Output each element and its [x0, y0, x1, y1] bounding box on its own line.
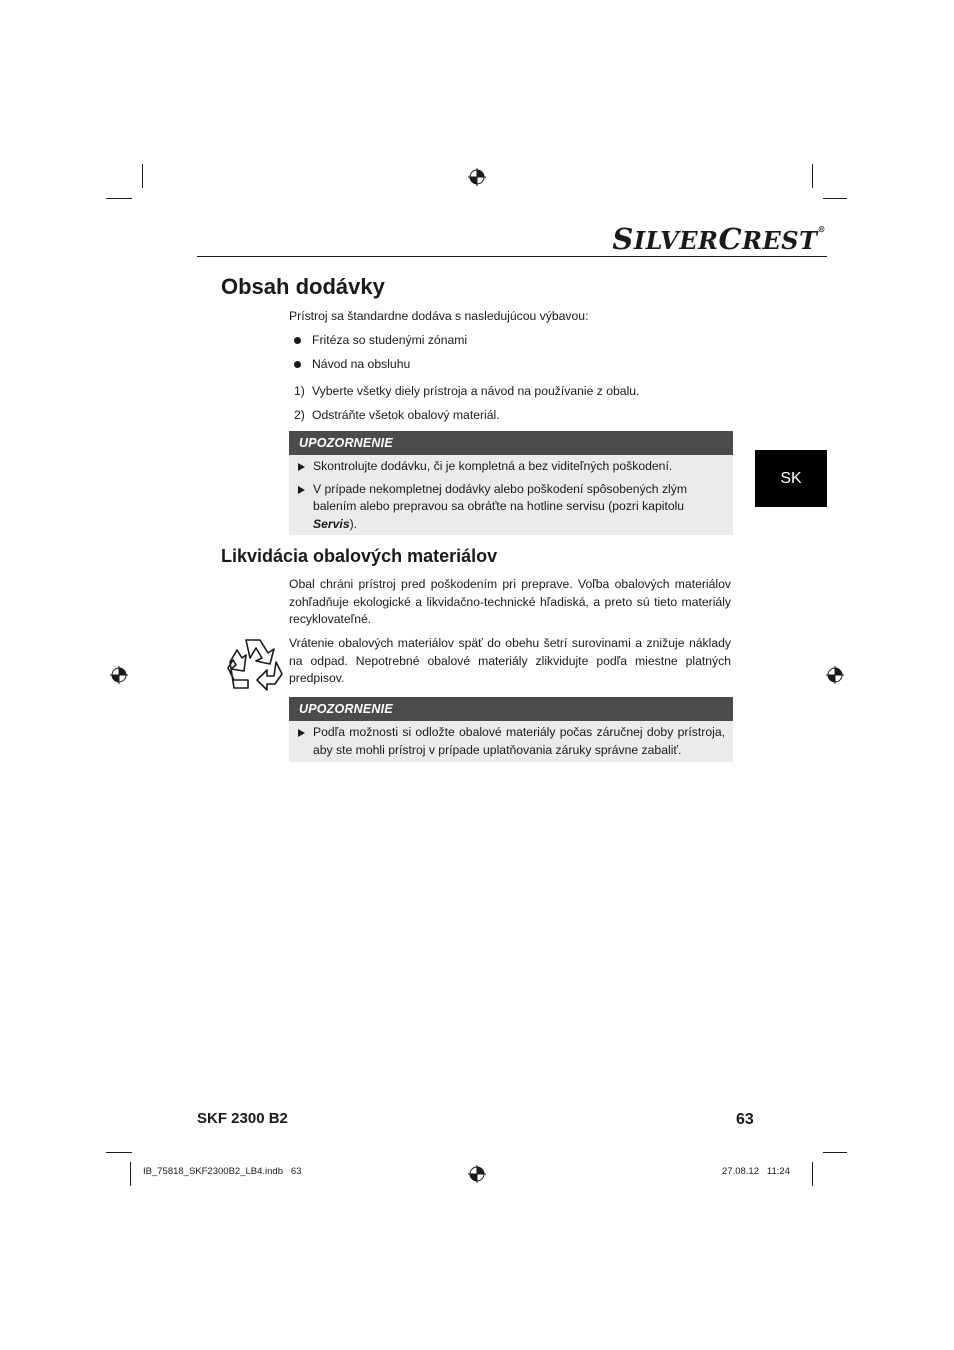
notice-text: Podľa možnosti si odložte obalové materiály počas záručnej doby prístroja, aby ste mohli prístroj v prípade uplatňovania záruky správne zabaliť. — [313, 725, 725, 757]
notice-item — [289, 458, 733, 476]
section-title-disposal: Likvidácia obalových materiálov — [221, 546, 498, 566]
registration-mark-icon — [110, 666, 128, 684]
crop-mark — [823, 198, 847, 199]
recycle-icon — [224, 636, 284, 692]
step-text: Odstráňte všetok obalový materiál. — [312, 408, 500, 422]
slug-file: IB_75818_SKF2300B2_LB4.indb 63 — [143, 1166, 302, 1177]
crop-mark — [812, 164, 813, 188]
list-item: Návod na obsluhu — [312, 357, 411, 371]
arrow-right-icon — [298, 729, 305, 737]
paragraph: Obal chráni prístroj pred poškodením pri preprave. Voľba obalových materiálov zohľadňuje ekologické a likvidačno-technické hľadiská, a preto sú tieto materiály recyklovateľné. — [289, 577, 731, 626]
crop-mark — [106, 198, 132, 199]
language-tab: SK — [755, 450, 827, 507]
notice-box — [289, 697, 733, 762]
arrow-right-icon — [298, 463, 305, 471]
notice-text: Skontrolujte dodávku, či je kompletná a bez viditeľných poškodení. — [313, 459, 673, 473]
registration-mark-icon — [826, 666, 844, 684]
crop-mark — [106, 1152, 132, 1153]
notice-item — [289, 724, 733, 759]
registration-mark-icon — [468, 1165, 486, 1183]
notice-text-end: ). — [349, 516, 358, 531]
crop-mark — [142, 164, 143, 188]
silvercrest-logo: SILVERCREST® — [612, 222, 826, 256]
list-item: Fritéza so studenými zónami — [312, 333, 468, 347]
arrow-right-icon — [298, 486, 305, 494]
step-text: Vyberte všetky diely prístroja a návod na používanie z obalu. — [312, 384, 640, 398]
header-rule — [197, 256, 827, 257]
notice-item — [289, 481, 733, 534]
crop-mark — [823, 1152, 847, 1153]
notice-heading: UPOZORNENIE — [289, 431, 733, 455]
crop-mark — [130, 1162, 131, 1186]
notice-text-bold: Servis — [313, 516, 350, 531]
step-number: 1) — [294, 384, 305, 398]
bullet-icon — [294, 361, 301, 368]
footer-model: SKF 2300 B2 — [197, 1110, 288, 1127]
page-number: 63 — [736, 1111, 754, 1128]
slug-datetime: 27.08.12 11:24 — [722, 1166, 790, 1177]
intro-text: Prístroj sa štandardne dodáva s nasledujúcou výbavou: — [289, 309, 589, 323]
section-title-contents: Obsah dodávky — [221, 274, 385, 299]
notice-heading: UPOZORNENIE — [289, 697, 733, 721]
paragraph: Vrátenie obalových materiálov späť do obehu šetrí surovinami a znižuje náklady na odpad. Nepotrebné obalové materiály zlikvidujte podľa miestne platných predpisov. — [289, 636, 731, 685]
notice-text: V prípade nekompletnej dodávky alebo poškodení spôsobených zlým balením alebo prepravou sa obráťte na hotline servisu (pozri kapitolu — [313, 481, 687, 513]
bullet-icon — [294, 337, 301, 344]
step-number: 2) — [294, 408, 305, 422]
notice-box — [289, 431, 733, 535]
registration-mark-icon — [468, 168, 486, 186]
crop-mark — [812, 1162, 813, 1186]
